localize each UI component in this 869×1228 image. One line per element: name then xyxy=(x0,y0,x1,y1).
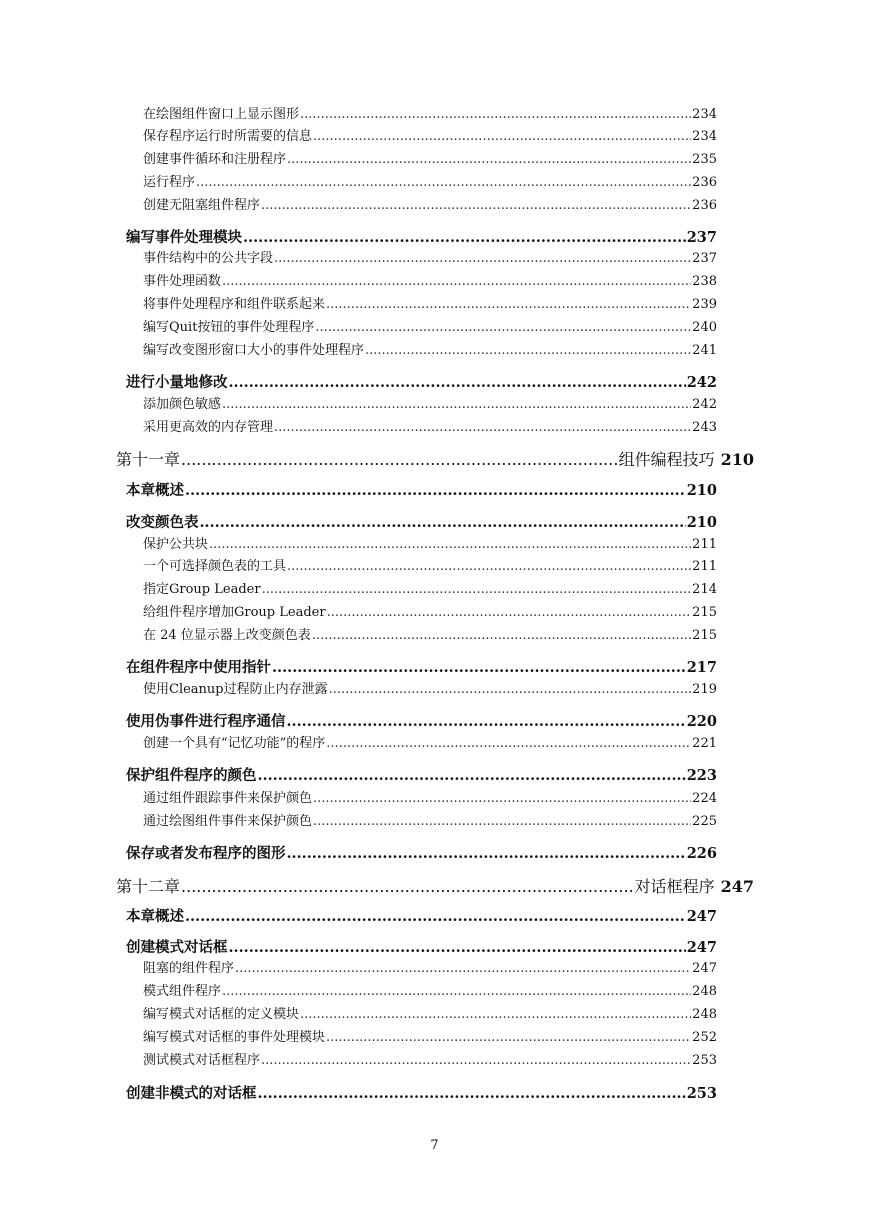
toc-section xyxy=(126,907,717,927)
toc-page-number: 221 xyxy=(692,736,717,751)
dot-leader xyxy=(300,1006,691,1024)
dot-leader xyxy=(326,1029,691,1047)
dot-leader xyxy=(243,228,686,248)
toc-page-number: 214 xyxy=(692,582,717,597)
toc-subsection xyxy=(143,342,717,360)
toc-entry-title: 指定Group Leader xyxy=(143,582,261,597)
toc-page-number: 243 xyxy=(692,420,717,435)
toc-page-number: 247 xyxy=(720,877,754,896)
dot-leader xyxy=(274,250,691,268)
toc-entry-title: 运行程序 xyxy=(143,175,196,190)
toc-page-number: 242 xyxy=(692,397,717,412)
dot-leader xyxy=(185,481,686,501)
toc-entry-title: 保存或者发布程序的图形 xyxy=(126,846,286,862)
toc-entry-title: 在绘图组件窗口上显示图形 xyxy=(143,107,300,122)
dot-leader xyxy=(287,151,691,169)
dot-leader xyxy=(261,1052,691,1070)
dot-leader xyxy=(326,735,691,753)
toc-section xyxy=(126,938,717,958)
toc-entry-title: 保护公共块 xyxy=(143,537,209,552)
dot-leader xyxy=(327,604,692,622)
toc-section xyxy=(126,228,717,248)
toc-entry-title: 本章概述 xyxy=(126,909,184,925)
toc-subsection xyxy=(143,983,717,1001)
toc-page-number: 239 xyxy=(692,297,717,312)
toc-entry-title: 使用Cleanup过程防止内存泄露 xyxy=(143,682,328,697)
toc-entry-title: 添加颜色敏感 xyxy=(143,397,222,412)
dot-leader xyxy=(258,1084,686,1104)
toc-entry-title: 编写改变图形窗口大小的事件处理程序 xyxy=(143,343,365,358)
toc-page-number: 236 xyxy=(692,175,717,190)
toc-section xyxy=(126,844,717,864)
toc-page-number: 248 xyxy=(692,1007,717,1022)
dot-leader xyxy=(200,513,686,533)
dot-leader xyxy=(274,419,691,437)
dot-leader xyxy=(329,681,692,699)
toc-section xyxy=(126,373,717,393)
dot-leader xyxy=(287,712,686,732)
toc-page-number: 210 xyxy=(720,450,754,469)
toc-subsection xyxy=(143,813,717,831)
toc-page-number: 253 xyxy=(686,1085,717,1102)
dot-leader xyxy=(229,373,686,393)
toc-page-number: 211 xyxy=(692,559,717,574)
toc-subsection xyxy=(143,151,717,169)
toc-entry-title: 第十一章 xyxy=(116,450,181,469)
dot-leader xyxy=(262,581,692,599)
dot-leader xyxy=(365,342,691,360)
toc-entry-title: 在组件程序中使用指针 xyxy=(126,660,271,676)
dot-leader xyxy=(313,813,691,831)
toc-page-number: 215 xyxy=(692,605,717,620)
toc-page-number: 237 xyxy=(692,251,717,266)
toc-entry-title: 通过绘图组件事件来保护颜色 xyxy=(143,814,313,829)
toc-entry-title: 测试模式对话框程序 xyxy=(143,1053,261,1068)
toc-page-number: 237 xyxy=(686,229,717,246)
chapter-title: 对话框程序 xyxy=(634,877,715,896)
toc-page-number: 215 xyxy=(692,628,717,643)
toc-entry-title: 编写事件处理模块 xyxy=(126,230,242,246)
toc-subsection xyxy=(143,558,717,576)
toc-subsection xyxy=(143,604,717,622)
toc-page-number: 224 xyxy=(692,791,717,806)
toc-chapter xyxy=(116,876,754,898)
toc-entry-title: 模式组件程序 xyxy=(143,984,222,999)
toc-subsection xyxy=(143,1052,717,1070)
toc-subsection xyxy=(143,1006,717,1024)
toc-page-number: 252 xyxy=(692,1030,717,1045)
toc-entry-title: 创建无阻塞组件程序 xyxy=(143,198,261,213)
toc-subsection xyxy=(143,419,717,437)
toc-entry-title: 阻塞的组件程序 xyxy=(143,961,235,976)
dot-leader xyxy=(261,197,691,215)
toc-subsection xyxy=(143,735,717,753)
toc-entry-title: 将事件处理程序和组件联系起来 xyxy=(143,297,326,312)
toc-subsection xyxy=(143,250,717,268)
toc-subsection xyxy=(143,128,717,146)
toc-subsection xyxy=(143,396,717,414)
dot-leader xyxy=(287,844,686,864)
toc-page-number: 234 xyxy=(692,107,717,122)
toc-page-number: 234 xyxy=(692,129,717,144)
toc-subsection xyxy=(143,790,717,808)
toc-entry-title: 在 24 位显示器上改变颜色表 xyxy=(143,628,311,643)
page-number: 7 xyxy=(430,1138,439,1153)
toc-subsection xyxy=(143,627,717,645)
toc-entry-title: 创建事件循环和注册程序 xyxy=(143,152,287,167)
toc-entry-title: 创建一个具有“记忆功能”的程序 xyxy=(143,736,326,751)
dot-leader xyxy=(312,627,691,645)
dot-leader xyxy=(181,449,618,471)
toc-section xyxy=(126,712,717,732)
toc-page-number: 248 xyxy=(692,984,717,999)
toc-page-number: 240 xyxy=(692,320,717,335)
toc-entry-title: 使用伪事件进行程序通信 xyxy=(126,714,286,730)
toc-page-number: 238 xyxy=(692,274,717,289)
toc-subsection xyxy=(143,296,717,314)
toc-subsection xyxy=(143,319,717,337)
toc-entry-title: 改变颜色表 xyxy=(126,515,199,531)
dot-leader xyxy=(272,658,686,678)
toc-page-number: 225 xyxy=(692,814,717,829)
toc-page-number: 220 xyxy=(686,713,717,730)
toc-entry-title: 编写Quit按钮的事件处理程序 xyxy=(143,320,315,335)
toc-entry-title: 保护组件程序的颜色 xyxy=(126,768,257,784)
toc-entry-title: 事件处理函数 xyxy=(143,274,222,289)
toc-subsection xyxy=(143,536,717,554)
toc-page-number: 242 xyxy=(686,374,717,391)
toc-entry-title: 创建模式对话框 xyxy=(126,940,228,956)
chapter-title: 组件编程技巧 xyxy=(618,450,715,469)
toc-page-number: 247 xyxy=(686,908,717,925)
toc-entry-title: 本章概述 xyxy=(126,483,184,499)
toc-entry-title: 采用更高效的内存管理 xyxy=(143,420,274,435)
toc-entry-title: 通过组件跟踪事件来保护颜色 xyxy=(143,791,313,806)
toc-page-number: 217 xyxy=(686,659,717,676)
dot-leader xyxy=(300,106,691,124)
toc-page-number: 210 xyxy=(686,482,717,499)
toc-page-number: 241 xyxy=(692,343,717,358)
toc-entry-title: 编写模式对话框的事件处理模块 xyxy=(143,1030,326,1045)
dot-leader xyxy=(196,174,691,192)
toc-page-number: 247 xyxy=(686,939,717,956)
toc-subsection xyxy=(143,1029,717,1047)
dot-leader xyxy=(313,128,691,146)
toc-page-number: 235 xyxy=(692,152,717,167)
toc-page-number: 219 xyxy=(692,682,717,697)
toc-entry-title: 保存程序运行时所需要的信息 xyxy=(143,129,313,144)
dot-leader xyxy=(235,960,691,978)
dot-leader xyxy=(222,273,691,291)
dot-leader xyxy=(315,319,691,337)
toc-entry-title: 编写模式对话框的定义模块 xyxy=(143,1007,300,1022)
toc-subsection xyxy=(143,174,717,192)
dot-leader xyxy=(287,558,691,576)
toc-page-number: 247 xyxy=(692,961,717,976)
toc-page-number: 236 xyxy=(692,198,717,213)
dot-leader xyxy=(181,876,634,898)
dot-leader xyxy=(326,296,691,314)
toc-section xyxy=(126,658,717,678)
toc-subsection xyxy=(143,581,717,599)
dot-leader xyxy=(222,396,691,414)
toc-subsection xyxy=(143,197,717,215)
dot-leader xyxy=(222,983,691,1001)
toc-entry-title: 进行小量地修改 xyxy=(126,375,228,391)
dot-leader xyxy=(258,766,686,786)
toc-section xyxy=(126,1084,717,1104)
toc-entry-title: 一个可选择颜色表的工具 xyxy=(143,559,287,574)
toc-chapter xyxy=(116,449,754,471)
dot-leader xyxy=(313,790,691,808)
dot-leader xyxy=(229,938,686,958)
toc-subsection xyxy=(143,681,717,699)
toc-section xyxy=(126,766,717,786)
toc-subsection xyxy=(143,106,717,124)
toc-section xyxy=(126,481,717,501)
toc-page-number: 253 xyxy=(692,1053,717,1068)
toc-section xyxy=(126,513,717,533)
toc-page-number: 226 xyxy=(686,845,717,862)
toc-subsection xyxy=(143,960,717,978)
dot-leader xyxy=(185,907,686,927)
toc-entry-title: 创建非模式的对话框 xyxy=(126,1086,257,1102)
toc-page-number: 223 xyxy=(686,767,717,784)
toc-entry-title: 给组件程序增加Group Leader xyxy=(143,605,326,620)
toc-page-number: 210 xyxy=(686,514,717,531)
toc-page-number: 211 xyxy=(692,537,717,552)
toc-entry-title: 第十二章 xyxy=(116,877,181,896)
toc-entry-title: 事件结构中的公共字段 xyxy=(143,251,274,266)
toc-subsection xyxy=(143,273,717,291)
dot-leader xyxy=(209,536,691,554)
